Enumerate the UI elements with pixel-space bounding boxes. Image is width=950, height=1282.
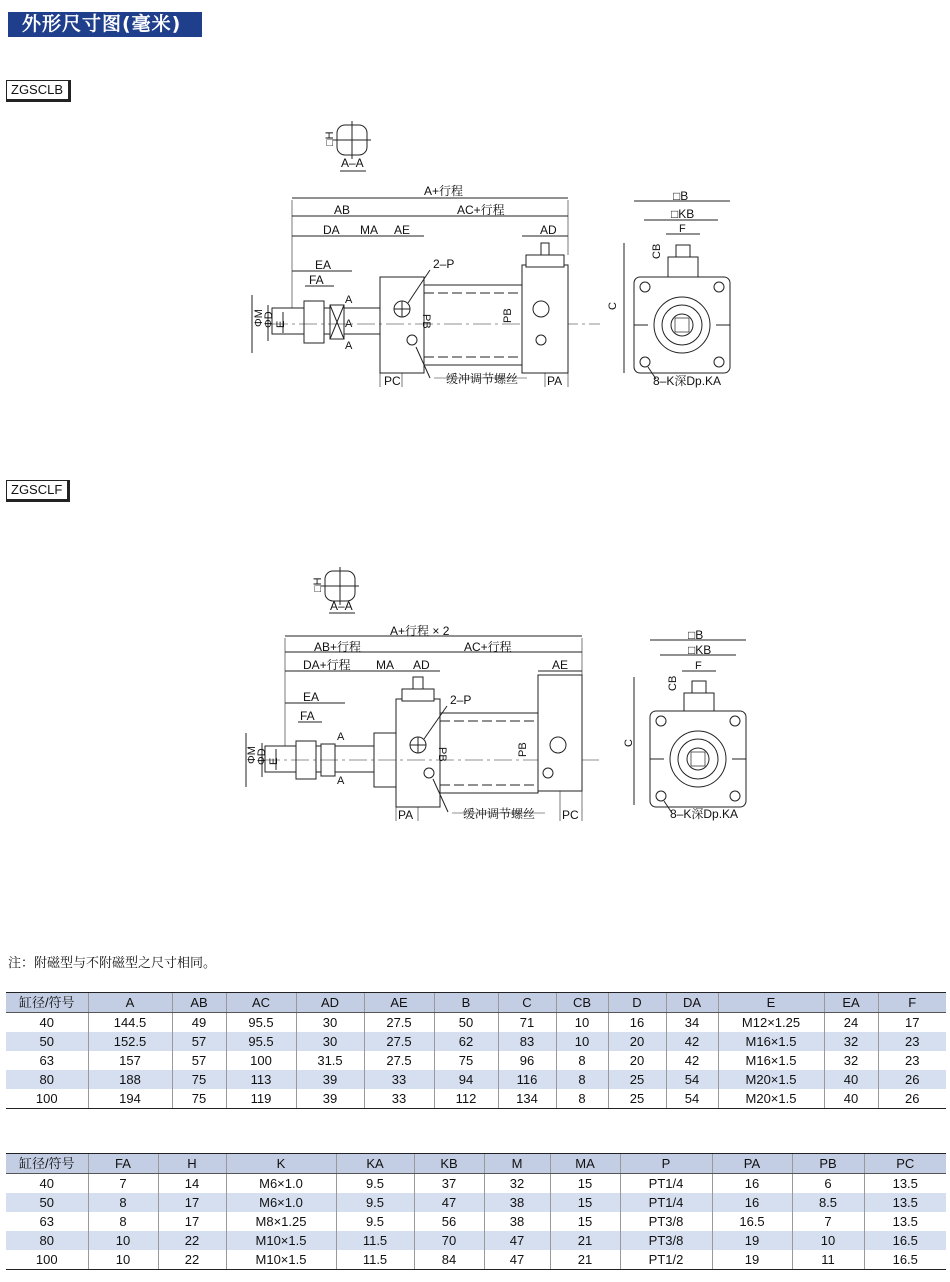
table-cell: PT3/8 [620, 1231, 712, 1250]
table-cell: 16.5 [864, 1231, 946, 1250]
table-cell: M10×1.5 [226, 1250, 336, 1270]
table-cell: 94 [434, 1070, 498, 1089]
label-cushion-screw: 缓冲调节螺丝 [446, 372, 519, 386]
table-cell: 32 [484, 1174, 550, 1194]
table-cell: M8×1.25 [226, 1212, 336, 1231]
dim-ae-2: AE [552, 658, 569, 672]
dim-phi-d: ΦD [263, 311, 275, 328]
table-cell: 39 [296, 1070, 364, 1089]
dim-phi-m: ΦM [253, 309, 265, 327]
table-cell: 100 [226, 1051, 296, 1070]
dim-ma-2: MA [376, 658, 394, 672]
column-header: AE [364, 993, 434, 1013]
table-row [6, 1089, 946, 1109]
table-cell: M16×1.5 [718, 1051, 824, 1070]
table-cell: 21 [550, 1231, 620, 1250]
table-cell: 54 [666, 1070, 718, 1089]
table-cell: 19 [712, 1231, 792, 1250]
dim-e-2: E [268, 757, 280, 765]
table-cell: 75 [172, 1070, 226, 1089]
table-cell: 27.5 [364, 1032, 434, 1051]
table-cell: 75 [434, 1051, 498, 1070]
column-header: M [484, 1154, 550, 1174]
table-cell: 11.5 [336, 1231, 414, 1250]
table-header-row [6, 993, 946, 1013]
table-cell: M20×1.5 [718, 1089, 824, 1109]
dim-ab: AB [334, 203, 351, 217]
table-cell: 62 [434, 1032, 498, 1051]
table-cell: 84 [414, 1250, 484, 1270]
table-cell: 71 [498, 1013, 556, 1033]
end-view-2 [623, 628, 746, 821]
table-cell: 27.5 [364, 1013, 434, 1033]
label-a-bot-2: A [337, 775, 345, 787]
table-cell: 70 [414, 1231, 484, 1250]
dim-da-stroke-2: DA+行程 [303, 658, 351, 672]
table-cell: 32 [824, 1032, 878, 1051]
table-cell: 100 [6, 1250, 88, 1270]
table-cell: 24 [824, 1013, 878, 1033]
column-header: EA [824, 993, 878, 1013]
table-row [6, 1032, 946, 1051]
table-cell: 7 [792, 1212, 864, 1231]
table-cell: 25 [608, 1089, 666, 1109]
table-cell: 8 [88, 1212, 158, 1231]
h-label: □H [324, 131, 336, 146]
dim-c: C [607, 302, 619, 310]
table-cell: 50 [6, 1193, 88, 1212]
column-header: MA [550, 1154, 620, 1174]
table-cell: M16×1.5 [718, 1032, 824, 1051]
table-cell: 11 [792, 1250, 864, 1270]
table-cell: 54 [666, 1089, 718, 1109]
table-cell: 10 [556, 1013, 608, 1033]
table-cell: 116 [498, 1070, 556, 1089]
table-cell: 119 [226, 1089, 296, 1109]
table-cell: 95.5 [226, 1013, 296, 1033]
table-row [6, 1193, 946, 1212]
table-cell: 9.5 [336, 1212, 414, 1231]
dim-pa: PA [547, 374, 563, 388]
table-cell: 17 [158, 1212, 226, 1231]
table-cell: 9.5 [336, 1174, 414, 1194]
dim-kb-2: □KB [688, 643, 712, 657]
table-cell: 40 [39, 1015, 54, 1030]
section-a-a-2 [312, 567, 359, 613]
column-header: 缸径/符号 [6, 993, 88, 1013]
dim-pb-2-2: PB [517, 742, 529, 757]
table-cell: 10 [792, 1231, 864, 1250]
column-header: CB [556, 993, 608, 1013]
table-cell: 56 [414, 1212, 484, 1231]
table-cell: 13.5 [864, 1174, 946, 1194]
table-cell: M6×1.0 [226, 1174, 336, 1194]
page-title: 外形尺寸图(毫米) [8, 12, 202, 37]
table-cell: 34 [666, 1013, 718, 1033]
label-holes: 8–K深Dp.KA [653, 374, 722, 388]
dim-a-stroke: A+行程 [424, 184, 464, 198]
table-cell: 63 [39, 1053, 54, 1068]
dim-pc-2: PC [562, 808, 579, 822]
table-row [6, 1212, 946, 1231]
dim-ea-2: EA [303, 690, 320, 704]
label-a-bot: A [345, 340, 353, 352]
table-cell: 30 [296, 1032, 364, 1051]
table-cell: 38 [484, 1212, 550, 1231]
dim-fa-2: FA [300, 709, 315, 723]
dim-b-2: □B [688, 628, 704, 642]
column-header: P [620, 1154, 712, 1174]
dim-da: DA [323, 223, 340, 237]
column-header: E [718, 993, 824, 1013]
dim-ac-stroke-2: AC+行程 [464, 640, 512, 654]
table-cell: 40 [824, 1070, 878, 1089]
dim-f-2: F [695, 660, 702, 672]
table-cell: 49 [172, 1013, 226, 1033]
table-cell: 15 [550, 1174, 620, 1194]
table-cell: 32 [824, 1051, 878, 1070]
label-port-2: 2–P [450, 693, 472, 707]
column-header: D [608, 993, 666, 1013]
table-cell: 8 [556, 1051, 608, 1070]
table-cell: 42 [666, 1051, 718, 1070]
label-port: 2–P [433, 257, 455, 271]
table-cell: M12×1.25 [718, 1013, 824, 1033]
dim-cb: CB [651, 243, 663, 259]
dim-c-2: C [623, 739, 635, 747]
table-cell: 37 [414, 1174, 484, 1194]
column-header: PA [712, 1154, 792, 1174]
end-view [607, 189, 730, 388]
dim-pb-2: PB [502, 308, 514, 323]
table-cell: 17 [878, 1013, 946, 1033]
table-row [6, 1013, 946, 1033]
column-header: K [226, 1154, 336, 1174]
model-label-zgsclb: ZGSCLB [6, 80, 71, 102]
model-label-zgsclf: ZGSCLF [6, 480, 70, 502]
table-cell: 50 [434, 1013, 498, 1033]
table-cell: 17 [158, 1193, 226, 1212]
table-cell: 113 [226, 1070, 296, 1089]
note-text: 注：附磁型与不附磁型之尺寸相同。 [8, 956, 217, 971]
dim-f: F [679, 223, 686, 235]
column-header: F [878, 993, 946, 1013]
table-cell: 40 [824, 1089, 878, 1109]
table-cell: 23 [878, 1032, 946, 1051]
column-header: AD [296, 993, 364, 1013]
table-cell: 157 [88, 1051, 172, 1070]
table-cell: 16 [712, 1174, 792, 1194]
table-cell: 25 [608, 1070, 666, 1089]
dim-ea: EA [315, 258, 332, 272]
table-cell: 75 [172, 1089, 226, 1109]
column-header: C [498, 993, 556, 1013]
table-cell: 8.5 [792, 1193, 864, 1212]
table-cell: 20 [608, 1051, 666, 1070]
table-cell: 50 [6, 1032, 88, 1051]
table-cell: 31.5 [296, 1051, 364, 1070]
table-cell: 95.5 [226, 1032, 296, 1051]
h-label-2: □H [312, 577, 324, 592]
table-cell: 10 [88, 1250, 158, 1270]
table-cell: 80 [6, 1070, 88, 1089]
dim-e: E [275, 320, 287, 328]
dim-fa: FA [309, 273, 324, 287]
table-cell: 16.5 [864, 1250, 946, 1270]
table-cell: 10 [556, 1032, 608, 1051]
dim-ac-stroke: AC+行程 [457, 203, 505, 217]
column-header: FA [88, 1154, 158, 1174]
table-cell: 47 [484, 1250, 550, 1270]
dim-ae: AE [394, 223, 411, 237]
table-cell: 16 [608, 1013, 666, 1033]
table-cell: M10×1.5 [226, 1231, 336, 1250]
table-cell: 47 [414, 1193, 484, 1212]
dim-kb: □KB [671, 207, 695, 221]
table-cell: 100 [6, 1089, 88, 1109]
spec-table-1 [6, 992, 946, 1109]
table-cell: 57 [172, 1032, 226, 1051]
dim-cb-2: CB [667, 675, 679, 691]
drawing-zgsclf [0, 565, 950, 830]
table-cell: 33 [364, 1070, 434, 1089]
table-cell: 194 [88, 1089, 172, 1109]
table-cell: PT3/8 [620, 1212, 712, 1231]
dim-pb-1: PB [420, 314, 432, 329]
dim-ad-2: AD [413, 658, 430, 672]
table-cell: 21 [550, 1250, 620, 1270]
table-cell: M20×1.5 [718, 1070, 824, 1089]
table-cell: 14 [158, 1174, 226, 1194]
table-cell: 80 [6, 1231, 88, 1250]
table-cell: 10 [88, 1231, 158, 1250]
table-cell: 8 [556, 1089, 608, 1109]
table-cell: 96 [498, 1051, 556, 1070]
column-header: KB [414, 1154, 484, 1174]
dim-pc: PC [384, 374, 401, 388]
table-cell: 30 [296, 1013, 364, 1033]
table-cell: 13.5 [864, 1212, 946, 1231]
table-cell: 188 [88, 1070, 172, 1089]
table-cell: 26 [878, 1089, 946, 1109]
table-cell: 8 [88, 1193, 158, 1212]
table-cell: 40 [39, 1176, 54, 1191]
dim-phi-d-2: ΦD [256, 748, 268, 765]
table-cell: 47 [484, 1231, 550, 1250]
table-cell: 20 [608, 1032, 666, 1051]
dim-pa-2: PA [398, 808, 414, 822]
table-cell: 33 [364, 1089, 434, 1109]
table-cell: 152.5 [88, 1032, 172, 1051]
table-cell: 38 [484, 1193, 550, 1212]
column-header: A [88, 993, 172, 1013]
label-a-top-2: A [337, 731, 345, 743]
table-cell: 134 [498, 1089, 556, 1109]
table-cell: M6×1.0 [226, 1193, 336, 1212]
section-a-a [324, 121, 371, 171]
table-cell: 22 [158, 1250, 226, 1270]
table-cell: 57 [172, 1051, 226, 1070]
column-header: H [158, 1154, 226, 1174]
table-cell: 42 [666, 1032, 718, 1051]
table-row [6, 1070, 946, 1089]
table-row [6, 1051, 946, 1070]
table-cell: 13.5 [864, 1193, 946, 1212]
dim-ad: AD [540, 223, 557, 237]
table-row [6, 1250, 946, 1270]
table-cell: 15 [550, 1193, 620, 1212]
column-header: AC [226, 993, 296, 1013]
label-a-top: A [345, 294, 353, 306]
dim-pb-1-2: PB [436, 747, 448, 762]
table-cell: PT1/2 [620, 1250, 712, 1270]
label-holes-2: 8–K深Dp.KA [670, 807, 739, 821]
table-cell: 19 [712, 1250, 792, 1270]
label-a-mid: A [345, 318, 353, 330]
column-header: B [434, 993, 498, 1013]
table-cell: 112 [434, 1089, 498, 1109]
table-cell: 11.5 [336, 1250, 414, 1270]
table-cell: 6 [792, 1174, 864, 1194]
table-cell: 27.5 [364, 1051, 434, 1070]
table-cell: 23 [878, 1051, 946, 1070]
table-cell: 16 [712, 1193, 792, 1212]
section-label-2: A–A [330, 599, 353, 613]
column-header: 缸径/符号 [6, 1154, 88, 1174]
column-header: PC [864, 1154, 946, 1174]
label-cushion-screw-2: 缓冲调节螺丝 [463, 807, 536, 821]
table-cell: 39 [296, 1089, 364, 1109]
dim-ab-stroke-2: AB+行程 [314, 640, 362, 654]
table-cell: 16.5 [712, 1212, 792, 1231]
column-header: AB [172, 993, 226, 1013]
table-header-row [6, 1154, 946, 1174]
dim-ma: MA [360, 223, 378, 237]
dim-a-stroke-2: A+行程 × 2 [390, 624, 450, 638]
dim-b: □B [673, 189, 689, 203]
table-cell: 83 [498, 1032, 556, 1051]
table-row [6, 1231, 946, 1250]
table-cell: PT1/4 [620, 1193, 712, 1212]
table-cell: 8 [556, 1070, 608, 1089]
column-header: KA [336, 1154, 414, 1174]
table-cell: 22 [158, 1231, 226, 1250]
table-cell: 7 [88, 1174, 158, 1194]
section-label: A–A [341, 156, 364, 170]
table-cell: 26 [878, 1070, 946, 1089]
table-cell: 15 [550, 1212, 620, 1231]
drawing-zgsclb [0, 115, 950, 400]
table-row [6, 1174, 946, 1194]
table-cell: 63 [39, 1214, 54, 1229]
spec-table-2 [6, 1153, 946, 1270]
dim-phi-m-2: ΦM [246, 746, 258, 764]
table-cell: 144.5 [88, 1013, 172, 1033]
column-header: DA [666, 993, 718, 1013]
table-cell: PT1/4 [620, 1174, 712, 1194]
table-cell: 9.5 [336, 1193, 414, 1212]
column-header: PB [792, 1154, 864, 1174]
